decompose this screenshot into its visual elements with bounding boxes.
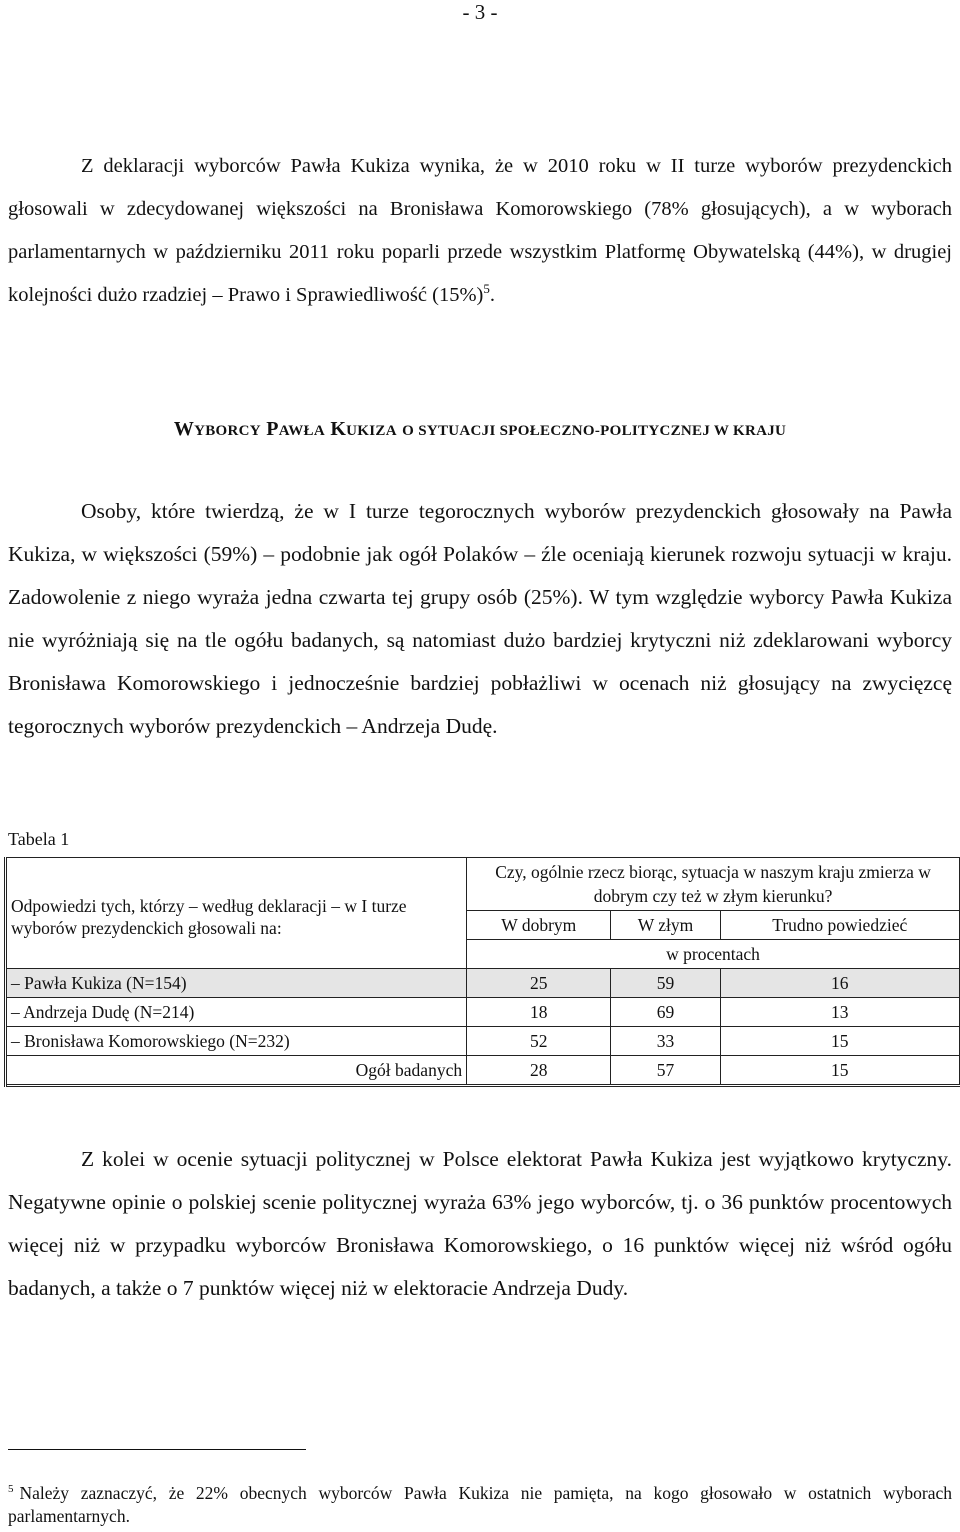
table-cell: 13 [720,998,959,1027]
paragraph-political-scene: Z kolei w ocenie sytuacji politycznej w Polsce elektorat Pawła Kukiza jest wyjątkowo krytyczny. Negatywne opinie o polskiej scenie politycznej wyraża 63% jego wyborców, tj. o 36 punktów procentowych więcej niż w przypadku wyborców Bronisława Komorowskiego, o 16 punktów więcej niż wśród ogółu badanych, a także o 7 punktów więcej niż w elektoracie Andrzeja Dudy. [8,1147,952,1300]
table-row-header: Odpowiedzi tych, którzy – według deklaracji – w I turze wyborów prezydenckich głosowali na: [6,858,467,969]
column-header: W dobrym [467,911,611,940]
page-number: - 3 - [462,0,498,24]
table-cell: 15 [720,1056,959,1086]
table-row [6,969,960,998]
table-cell: 16 [720,969,959,998]
table-cell: 52 [467,1027,611,1056]
table-cell: 69 [611,998,720,1027]
column-header: W złym [611,911,720,940]
footnote-reference[interactable]: 5 [483,281,490,297]
table-cell: 25 [467,969,611,998]
paragraph-intro-end: . [489,284,495,306]
table-cell: 33 [611,1027,720,1056]
table-row [6,1027,960,1056]
row-label: – Bronisława Komorowskiego (N=232) [6,1027,467,1056]
table-unit: w procentach [467,940,960,969]
paragraph-assessment: Osoby, które twierdzą, że w I turze tegorocznych wyborów prezydenckich głosowały na Pawła Kukiza, w większości (59%) – podobnie jak ogół Polaków – źle oceniają kierunek rozwoju sytuacji w kraju. Zadowolenie z niego wyraża jedna czwarta tej grupy osób (25%). W tym względzie wyborcy Pawła Kukiza nie wyróżniają się na tle ogółu badanych, są natomiast dużo bardziej krytyczni niż zdeklarowani wyborcy Bronisława Komorowskiego i jednocześnie bardziej pobłażliwi w ocenach niż głosujący na zwycięzcę tegorocznych wyborów prezydenckich – Andrzeja Dudę. [8,499,952,738]
table-cell: 28 [467,1056,611,1086]
footnote-separator [8,1449,306,1450]
table-cell: 57 [611,1056,720,1086]
paragraph-intro-text: Z deklaracji wyborców Pawła Kukiza wynika, że w 2010 roku w II turze wyborów prezydenckich głosowali w zdecydowanej większości na Bronisława Komorowskiego (78% głosujących), a w wyborach parlamentarnych w październiku 2011 roku poparli przede wszystkim Platformę Obywatelską (44%), w drugiej kolejności dużo rzadziej – Prawo i Sprawiedliwość (15%) [8,155,952,306]
row-label: – Andrzeja Dudę (N=214) [6,998,467,1027]
row-label: Ogół badanych [6,1056,467,1086]
section-heading: WYBORCY PAWŁA KUKIZA O SYTUACJI SPOŁECZNO-POLITYCZNEJ W KRAJU [173,418,787,440]
footnote-number: 5 [8,1483,14,1496]
table-row-total [6,1056,960,1086]
results-table [4,857,960,1087]
table-row [6,998,960,1027]
row-label: – Pawła Kukiza (N=154) [6,969,467,998]
footnote [8,1482,952,1528]
paragraph-intro [8,145,952,317]
table-cell: 18 [467,998,611,1027]
footnote-text: Należy zaznaczyć, że 22% obecnych wyborców Pawła Kukiza nie pamięta, na kogo głosowało w ostatnich wyborach parlamentarnych. [8,1483,952,1526]
table-question: Czy, ogólnie rzecz biorąc, sytuacja w naszym kraju zmierza w dobrym czy też w złym kierunku? [467,858,960,911]
table-label: Tabela 1 [8,829,70,849]
table-cell: 59 [611,969,720,998]
column-header: Trudno powiedzieć [720,911,959,940]
table-cell: 15 [720,1027,959,1056]
